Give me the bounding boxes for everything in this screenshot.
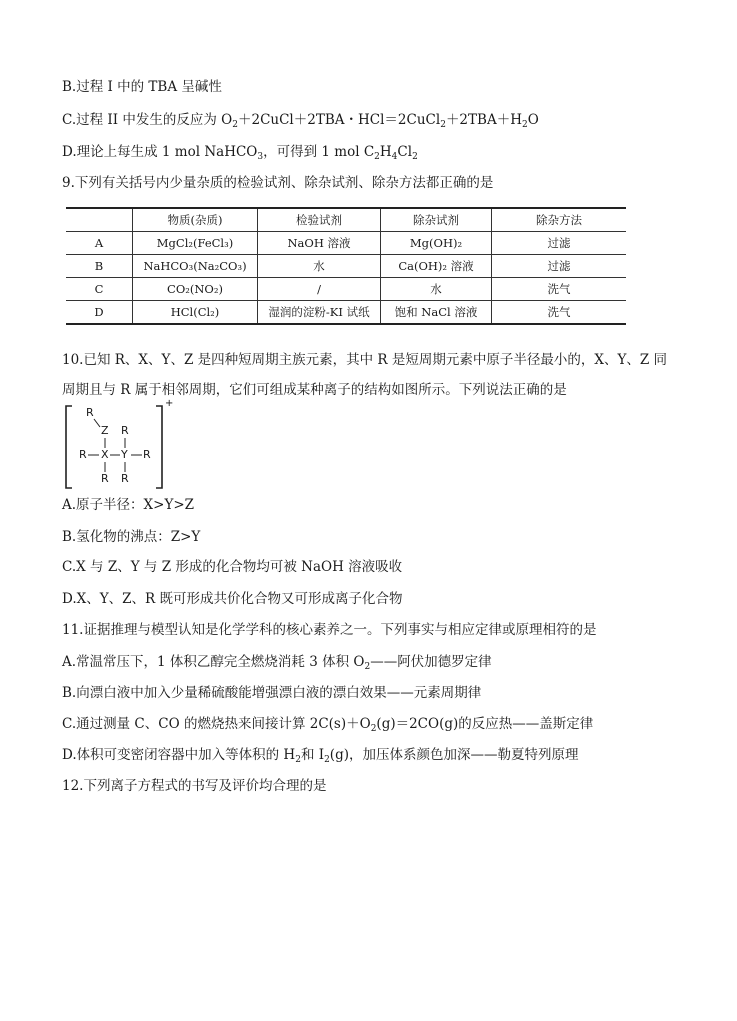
atom-r: R xyxy=(121,424,129,437)
q10-option-a: A.原子半径：X>Y>Z xyxy=(62,497,195,513)
table-cell: 湿润的淀粉-KI 试纸 xyxy=(258,301,381,325)
table-cell: 过滤 xyxy=(492,232,627,255)
table-cell: / xyxy=(258,278,381,301)
q11-option-d xyxy=(62,746,578,764)
atom-y: Y xyxy=(121,448,128,461)
table-cell: HCl(Cl₂) xyxy=(133,301,258,325)
question-10-line-2: 周期且与 R 属于相邻周期，它们可组成某种离子的结构如图所示。下列说法正确的是 xyxy=(62,382,567,398)
table-cell: 洗气 xyxy=(492,301,627,325)
option-d xyxy=(62,143,418,161)
q11-c-text-1: C.通过测量 C、CO 的燃烧热来间接计算 2C(s)＋O xyxy=(62,716,371,732)
atom-r: R xyxy=(143,448,151,461)
table-cell: Ca(OH)₂ 溶液 xyxy=(381,255,492,278)
table-cell: C xyxy=(66,278,133,301)
q11-d-text-3: (g)，加压体系颜色加深——勒夏特列原理 xyxy=(329,747,579,763)
ion-structure-diagram xyxy=(64,398,184,494)
subscript: 2 xyxy=(374,152,380,162)
table-header: 物质(杂质) xyxy=(133,208,258,232)
q11-d-text-2: 和 I xyxy=(300,747,325,763)
option-c-text-2: ＋2CuCl＋2TBA・HCl＝2CuCl xyxy=(237,112,441,128)
q11-a-text-2: ——阿伏加德罗定律 xyxy=(370,654,492,670)
table-row xyxy=(66,278,626,301)
q11-a-text-1: A.常温常压下，1 体积乙醇完全燃烧消耗 3 体积 O xyxy=(62,654,365,670)
q10-option-d: D.X、Y、Z、R 既可形成共价化合物又可形成离子化合物 xyxy=(62,591,403,607)
option-d-text-4: Cl xyxy=(397,144,413,160)
table-cell: NaHCO₃(Na₂CO₃) xyxy=(133,255,258,278)
q10-option-b: B.氢化物的沸点：Z>Y xyxy=(62,529,201,545)
subscript: 2 xyxy=(324,755,330,765)
table-cell: NaOH 溶液 xyxy=(258,232,381,255)
option-d-text-1: D.理论上每生成 1 mol NaHCO xyxy=(62,144,258,160)
option-d-text-3: H xyxy=(379,144,392,160)
question-9: 9.下列有关括号内少量杂质的检验试剂、除杂试剂、除杂方法都正确的是 xyxy=(62,175,494,191)
atom-z: Z xyxy=(101,424,109,437)
subscript: 2 xyxy=(295,755,301,765)
q11-d-text-1: D.体积可变密闭容器中加入等体积的 H xyxy=(62,747,296,763)
subscript: 3 xyxy=(257,152,264,162)
table-cell: 洗气 xyxy=(492,278,627,301)
table-header xyxy=(66,208,133,232)
q11-option-b: B.向漂白液中加入少量稀硫酸能增强漂白液的漂白效果——元素周期律 xyxy=(62,685,482,701)
table-row xyxy=(66,232,626,255)
table-cell: D xyxy=(66,301,133,325)
table-row xyxy=(66,301,626,325)
atom-r: R xyxy=(121,472,129,485)
table-cell: B xyxy=(66,255,133,278)
question-12: 12.下列离子方程式的书写及评价均合理的是 xyxy=(62,778,327,794)
option-c-text-1: C.过程 II 中发生的反应为 O xyxy=(62,112,233,128)
table-header-row xyxy=(66,208,626,232)
option-d-text-2: ，可得到 1 mol C xyxy=(263,144,375,160)
option-c xyxy=(62,111,539,129)
table-cell: Mg(OH)₂ xyxy=(381,232,492,255)
table-cell: 水 xyxy=(258,255,381,278)
table-cell: CO₂(NO₂) xyxy=(133,278,258,301)
atom-x: X xyxy=(101,448,109,461)
atom-r: R xyxy=(101,472,109,485)
atom-r: R xyxy=(86,406,94,419)
q11-option-a xyxy=(62,653,492,671)
atom-r: R xyxy=(79,448,87,461)
table-cell: MgCl₂(FeCl₃) xyxy=(133,232,258,255)
subscript: 4 xyxy=(391,152,398,162)
q10-option-c: C.X 与 Z、Y 与 Z 形成的化合物均可被 NaOH 溶液吸收 xyxy=(62,559,403,575)
impurity-table xyxy=(66,207,626,325)
subscript: 2 xyxy=(370,724,377,734)
table-header: 除杂试剂 xyxy=(381,208,492,232)
subscript: 2 xyxy=(364,662,371,672)
table-cell: 水 xyxy=(381,278,492,301)
table-header: 检验试剂 xyxy=(258,208,381,232)
table-cell: A xyxy=(66,232,133,255)
option-c-text-4: O xyxy=(527,112,539,128)
question-11: 11.证据推理与模型认知是化学学科的核心素养之一。下列事实与相应定律或原理相符的是 xyxy=(62,622,597,638)
subscript: 2 xyxy=(232,120,238,130)
subscript: 2 xyxy=(521,120,528,130)
q11-option-c xyxy=(62,715,593,733)
subscript: 2 xyxy=(412,152,418,162)
table-row xyxy=(66,255,626,278)
table-cell: 饱和 NaCl 溶液 xyxy=(381,301,492,325)
q11-c-text-2: (g)＝2CO(g)的反应热——盖斯定律 xyxy=(376,716,594,732)
table-header: 除杂方法 xyxy=(492,208,627,232)
option-c-text-3: ＋2TBA＋H xyxy=(445,112,522,128)
charge-sign: + xyxy=(165,398,174,409)
subscript: 2 xyxy=(440,120,446,130)
question-10-line-1: 10.已知 R、X、Y、Z 是四种短周期主族元素，其中 R 是短周期元素中原子半径最小的，X、Y、Z 同 xyxy=(62,352,668,368)
table-cell: 过滤 xyxy=(492,255,627,278)
option-b: B.过程 I 中的 TBA 呈碱性 xyxy=(62,79,222,95)
